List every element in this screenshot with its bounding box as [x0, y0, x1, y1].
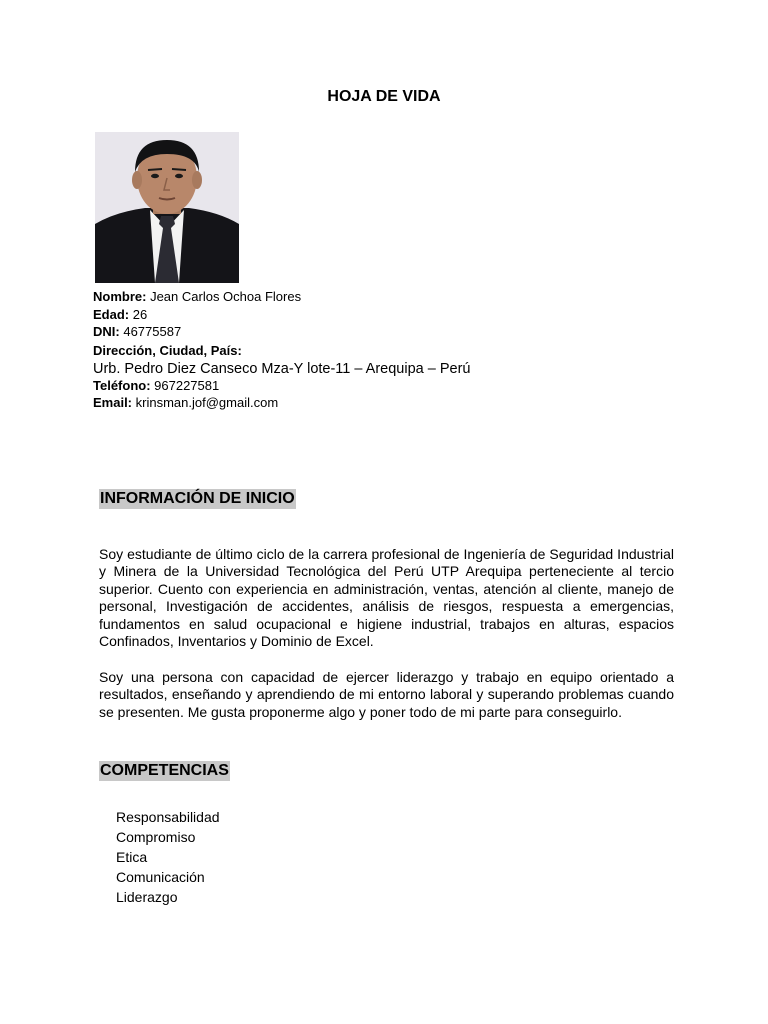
- address-label: Dirección, Ciudad, País:: [93, 343, 242, 358]
- age-line: [93, 307, 147, 323]
- competencies-heading: COMPETENCIAS: [100, 762, 229, 779]
- email-line: [93, 395, 278, 411]
- competencies-list: [116, 807, 220, 907]
- dni-value: 46775587: [123, 324, 182, 339]
- document-title: HOJA DE VIDA: [327, 88, 441, 105]
- intro-paragraph-2: Soy una persona con capacidad de ejercer liderazgo y trabajo en equipo orientado a resultados, enseñando y aprendiendo de mi entorno laboral y superando problemas cuando se presenten. Me gusta proponerme algo y poner todo de mi parte para conseguirlo.: [99, 669, 674, 720]
- competency-item: Responsabilidad: [116, 809, 220, 825]
- profile-photo: [95, 132, 239, 283]
- intro-heading: INFORMACIÓN DE INICIO: [100, 490, 295, 507]
- name-label: Nombre:: [93, 289, 147, 304]
- intro-paragraph-1: Soy estudiante de último ciclo de la carrera profesional de Ingeniería de Seguridad Industrial y Minera de la Universidad Tecnológica del Perú UTP Arequipa perteneciente al tercio superior. Cuento con experiencia en administración, ventas, atención al cliente, manejo de personal, Investigación de accidentes, análisis de riesgos, respuesta a emergencias, fundamentos en salud ocupacional e higiene industrial, trabajos en alturas, espacios Confinados, Inventarios y Dominio de Excel.: [99, 546, 674, 650]
- email-label: Email:: [93, 395, 133, 410]
- email-value: krinsman.jof@gmail.com: [135, 395, 279, 410]
- competency-item: Comunicación: [116, 869, 205, 885]
- name-value: Jean Carlos Ochoa Flores: [150, 289, 302, 304]
- name-line: [93, 289, 301, 305]
- competency-item: Liderazgo: [116, 889, 178, 905]
- age-label: Edad:: [93, 307, 130, 322]
- phone-value: 967227581: [154, 378, 220, 393]
- phone-label: Teléfono:: [93, 378, 151, 393]
- age-value: 26: [132, 307, 148, 322]
- dni-label: DNI:: [93, 324, 120, 339]
- address-label-line: [93, 343, 242, 359]
- dni-line: [93, 324, 181, 340]
- phone-line: [93, 378, 219, 394]
- competency-item: Compromiso: [116, 829, 196, 845]
- address-value: Urb. Pedro Diez Canseco Mza-Y lote-11 – Arequipa – Perú: [93, 361, 471, 377]
- competency-item: Etica: [116, 849, 148, 865]
